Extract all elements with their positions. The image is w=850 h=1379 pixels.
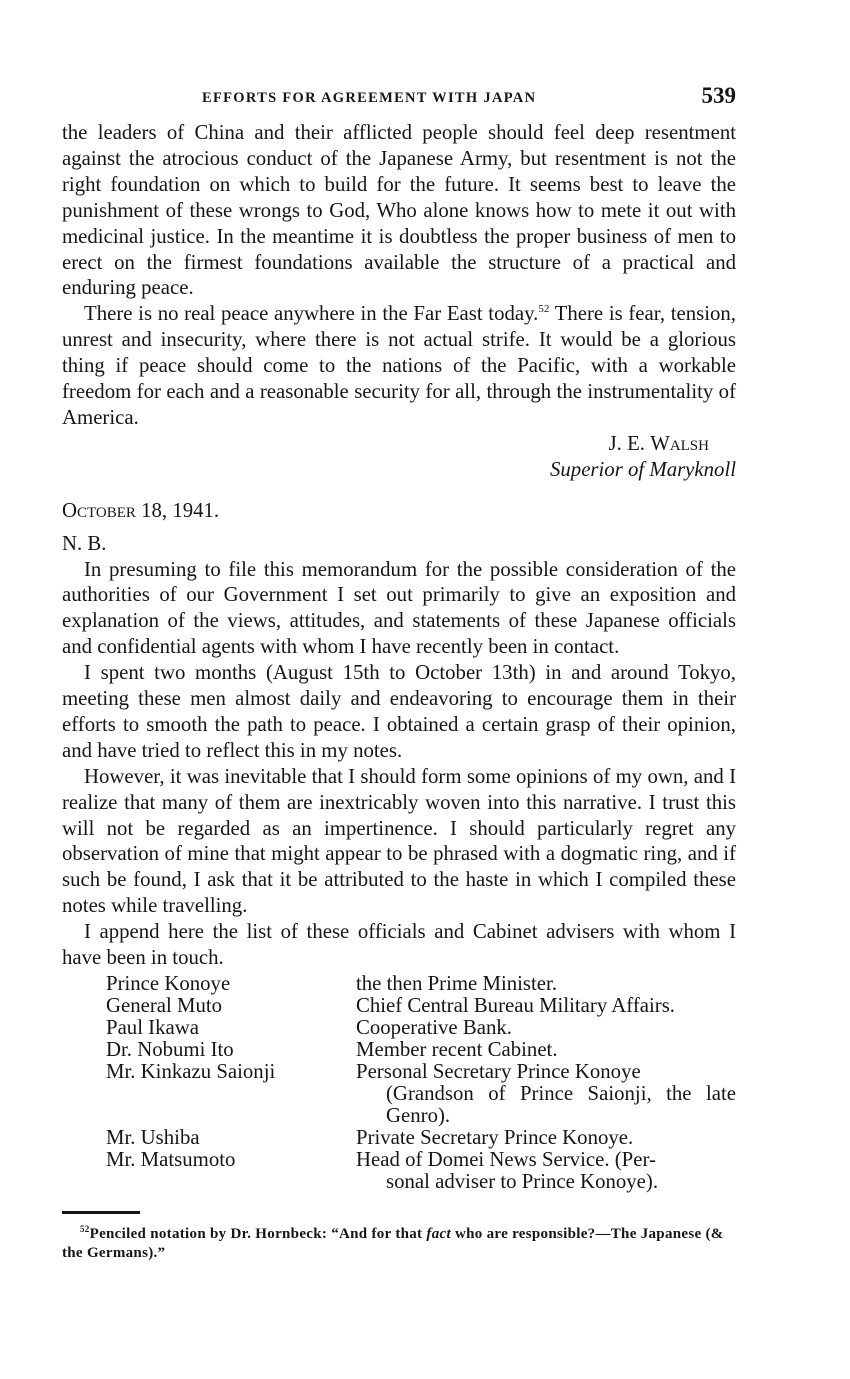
official-description-line: Head of Domei News Service. (Per- (356, 1148, 656, 1171)
signature-initials: J. E. (608, 431, 645, 455)
list-item (106, 1061, 736, 1127)
body-text (62, 120, 736, 971)
officials-list (106, 973, 736, 1193)
memo-date-rest: 18, 1941. (135, 498, 220, 522)
paragraph-peace-text: There is no real peace anywhere in the Far East today. (84, 302, 539, 326)
official-name: Prince Konoye (106, 972, 231, 995)
official-description: Private Secretary Prince Konoye. (356, 1126, 634, 1149)
signature-surname: Walsh (650, 431, 709, 455)
running-title: EFFORTS FOR AGREEMENT WITH JAPAN (202, 90, 537, 106)
footnote-number: 52 (80, 1224, 90, 1234)
official-description: the then Prime Minister. (356, 972, 558, 995)
list-item (106, 1149, 736, 1193)
official-name: Mr. Matsumoto (106, 1148, 236, 1171)
official-description: Chief Central Bureau Military Affairs. (356, 994, 676, 1017)
footnote-text-end: who are responsible?—The Japanese (& the Germans).” (62, 1226, 724, 1261)
page-number: 539 (701, 83, 736, 108)
nb-paragraph-2: I spent two months (August 15th to October 13th) in and around Tokyo, meeting these men almost daily and endeavoring to encourage them in their efforts to smooth the path to peace. I obtained a certain grasp of their opinion, and have tried to reflect this in my notes. (62, 661, 736, 762)
memo-date (62, 498, 736, 524)
official-description-continued: (Grandson of Prince Saionji, the late Genro). (386, 1082, 736, 1127)
official-name: General Muto (106, 994, 223, 1017)
footnote-reference: 52 (538, 303, 550, 316)
paragraph-peace (62, 301, 736, 431)
list-item (106, 995, 736, 1017)
official-description (356, 1149, 736, 1193)
official-description: Member recent Cabinet. (356, 1038, 558, 1061)
document-page (62, 80, 736, 1263)
official-name: Mr. Ushiba (106, 1126, 200, 1149)
nb-paragraph-1: In presuming to file this memorandum for the possible consideration of the authorities of our Government I set out primarily to give an exposition and explanation of the views, attitudes, and statements of these Japanese officials and confidential agents with whom I have recently been in contact. (62, 557, 736, 659)
official-name: Mr. Kinkazu Saionji (106, 1060, 276, 1083)
footnote-emphasis: fact (426, 1226, 451, 1242)
nb-paragraph-4: I append here the list of these officials and Cabinet advisers with whom I have been in touch. (62, 920, 736, 970)
official-name: Dr. Nobumi Ito (106, 1038, 234, 1061)
paragraph-continued: the leaders of China and their afflicted people should feel deep resentment against the atrocious conduct of the Japanese Army, but resentment is not the right foundation on which to build for the future. It seems best to leave the punishment of these wrongs to God, Who alone knows how to mete it out with medicinal justice. In the meantime it is doubtless the proper business of men to erect on the firmest foundations available the structure of a practical and enduring peace. (62, 121, 736, 300)
memo-date-month: October (62, 498, 136, 522)
nb-paragraph-3: However, it was inevitable that I should form some opinions of my own, and I realize that many of them are inextricably woven into this narrative. I trust this will not be regarded as an impertinence. I should particularly regret any observation of mine that might appear to be phrased with a dogmatic ring, and if such be found, I ask that it be attributed to the haste in which I compiled these notes while travelling. (62, 764, 736, 918)
footnote-divider (62, 1211, 140, 1214)
footnote (62, 1225, 736, 1263)
nb-heading: N. B. (62, 531, 107, 555)
official-name: Paul Ikawa (106, 1016, 199, 1039)
list-item (106, 1127, 736, 1149)
signature-name (62, 431, 709, 457)
footnote-text: Penciled notation by Dr. Hornbeck: “And for that (89, 1226, 427, 1242)
official-description-line: Personal Secretary Prince Konoye (356, 1060, 641, 1083)
paragraph-peace-text-end: There is fear, tension, unrest and insecurity, where there is not actual strife. It would be a glorious thing if peace should come to the nations of the Pacific, with a workable freedom for each and a reasonable security for all, through the instrumentality of America. (62, 302, 736, 429)
running-head (62, 80, 736, 120)
official-description-continued: sonal adviser to Prince Konoye). (386, 1170, 659, 1193)
signature-title: Superior of Maryknoll (550, 457, 736, 481)
official-description: Cooperative Bank. (356, 1016, 512, 1039)
list-item (106, 1017, 736, 1039)
list-item (106, 973, 736, 995)
official-description (356, 1061, 736, 1127)
list-item (106, 1039, 736, 1061)
